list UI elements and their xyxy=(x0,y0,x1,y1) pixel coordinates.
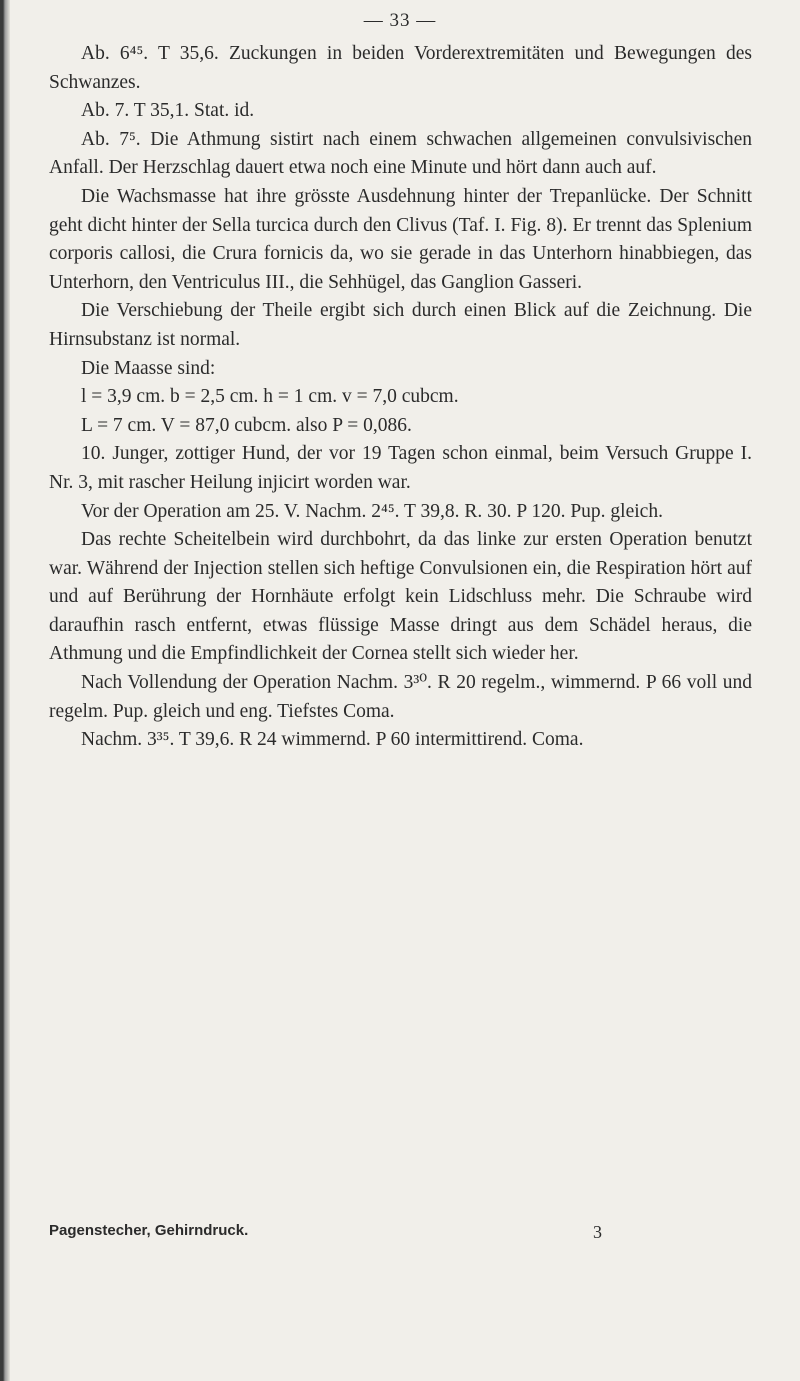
measurement-line: l = 3,9 cm. b = 2,5 cm. h = 1 cm. v = 7,0 cubcm. xyxy=(81,386,459,408)
paragraph: Die Wachsmasse hat ihre grösste Ausdehnung hinter der Trepanlücke. Der Schnitt geht dicht hinter der Sella turcica durch den Clivus (Taf. I. Fig. 8). Er trennt das Splenium corporis callosi, die Crura fornicis da, wo sie gerade in das Unterhorn hinabbiegen, das Unterhorn, den Ventriculus III., die Sehhügel, das Ganglion Gasseri. xyxy=(49,185,752,293)
page-binding-edge xyxy=(0,0,10,1381)
page-body xyxy=(49,40,752,755)
page-footer xyxy=(49,1222,752,1243)
paragraph: Nach Vollendung der Operation Nachm. 3³⁰. R 20 regelm., wimmernd. P 66 voll und regelm. Pup. gleich und eng. Tiefstes Coma. xyxy=(49,672,752,722)
paragraph: Ab. 7⁵. Die Athmung sistirt nach einem schwachen allgemeinen convulsivischen Anfall. Der Herzschlag dauert etwa noch eine Minute und hört dann auch auf. xyxy=(49,128,752,179)
measurement-line: L = 7 cm. V = 87,0 cubcm. also P = 0,086. xyxy=(81,414,412,436)
paragraph: Die Maasse sind: xyxy=(81,357,216,379)
paragraph: 10. Junger, zottiger Hund, der vor 19 Tagen schon einmal, beim Versuch Gruppe I. Nr. 3, mit rascher Heilung injicirt worden war. xyxy=(49,443,752,493)
paragraph: Die Verschiebung der Theile ergibt sich durch einen Blick auf die Zeichnung. Die Hirnsubstanz ist normal. xyxy=(49,300,752,350)
footer-signature: Pagenstecher, Gehirndruck. xyxy=(49,1222,249,1239)
sheet-number: 3 xyxy=(593,1222,602,1242)
paragraph: Vor der Operation am 25. V. Nachm. 2⁴⁵. T 39,8. R. 30. P 120. Pup. gleich. xyxy=(81,500,663,522)
paragraph: Ab. 7. T 35,1. Stat. id. xyxy=(81,100,255,122)
page-header: — 33 — xyxy=(363,10,437,31)
paragraph: Das rechte Scheitelbein wird durchbohrt, da das linke zur ersten Operation benutzt war. Während der Injection stellen sich heftige Convulsionen ein, die Respiration hört auf und auf Berührung der Hornhäute erfolgt kein Lidschluss mehr. Die Schraube wird daraufhin rasch entfernt, etwas flüssige Masse dringt aus dem Schädel heraus, die Athmung und die Empfindlichkeit der Cornea stellt sich wieder her. xyxy=(49,529,752,665)
paragraph: Nachm. 3³⁵. T 39,6. R 24 wimmernd. P 60 intermittirend. Coma. xyxy=(81,729,584,751)
paragraph: Ab. 6⁴⁵. T 35,6. Zuckungen in beiden Vorderextremitäten und Bewegungen des Schwanzes. xyxy=(49,43,752,93)
